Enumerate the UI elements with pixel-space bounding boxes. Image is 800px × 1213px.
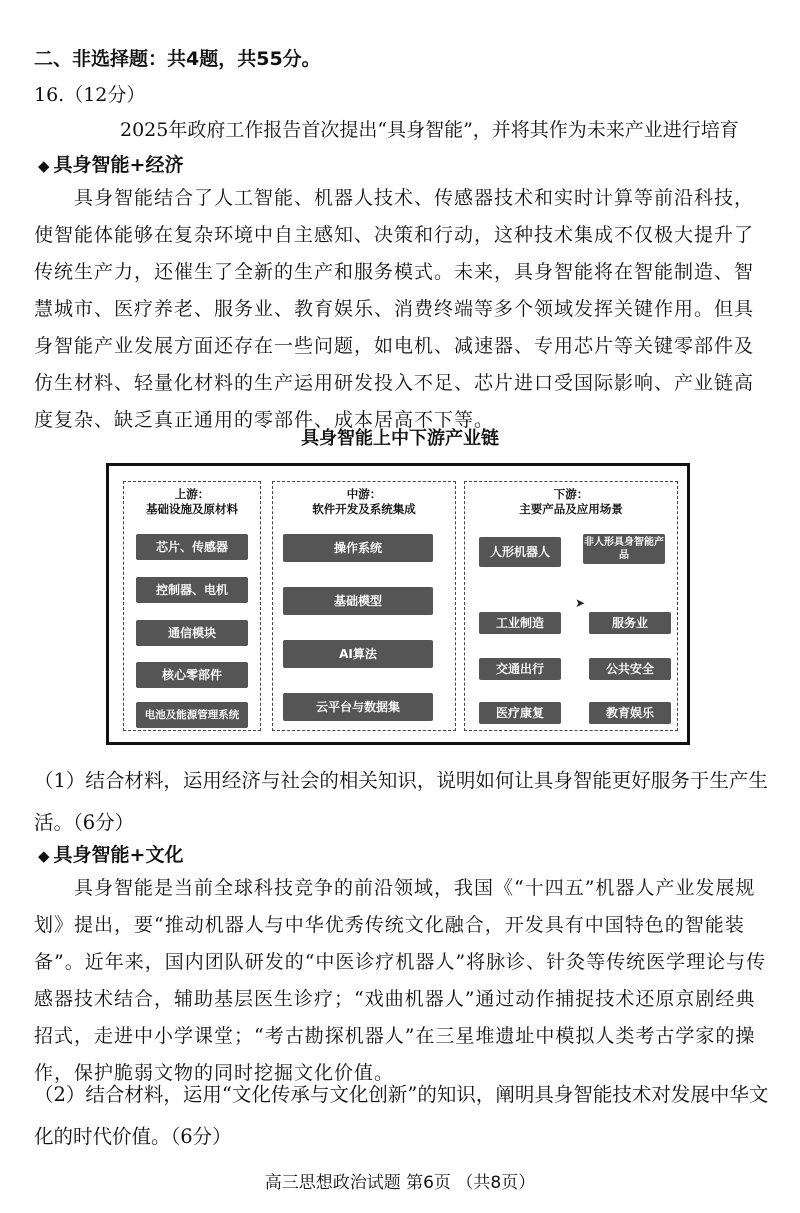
downstream-scene: 医疗康复 — [479, 702, 561, 724]
diagram-title: 具身智能上中下游产业链 — [301, 428, 499, 449]
midstream-column — [272, 481, 456, 731]
government-report-line: 2025年政府工作报告首次提出“具身智能”，并将其作为未来产业进行培育 — [120, 119, 739, 141]
diamond-bullet-icon: ◆ — [38, 157, 50, 175]
downstream-product: 人形机器人 — [479, 537, 561, 567]
upstream-heading — [124, 487, 260, 517]
downstream-scene: 工业制造 — [479, 612, 561, 634]
midstream-item: AI算法 — [283, 640, 433, 668]
culture-heading-text: 具身智能+文化 — [53, 844, 184, 866]
midstream-heading — [273, 487, 455, 517]
upstream-item: 核心零部件 — [136, 662, 248, 688]
downstream-product: 非人形具身智能产品 — [583, 534, 665, 564]
upstream-item: 芯片、传感器 — [136, 534, 248, 560]
question-number: 16.（12分） — [34, 84, 146, 106]
midstream-item: 云平台与数据集 — [283, 693, 433, 721]
culture-paragraph — [34, 870, 770, 1092]
upstream-heading-line1: 上游： — [174, 487, 210, 501]
culture-paragraph-text: 具身智能是当前全球科技竞争的前沿领域，我国《“十四五”机器人产业发展规划》提出，要“推动机器人与中华优秀传统文化融合，开发具有中国特色的智能装备”。近年来，国内团队研发的“中医诊疗机器人”将脉诊、针灸等传统医学理论与传感器技术结合，辅助基层医生诊疗；“戏曲机器人”通过动作捕捉技术还原京剧经典招式，走进中小学课堂；“考古勘探机器人”在三星堆遗址中模拟人类考古学家的操作，保护脆弱文物的同时挖掘文化价值。 — [34, 877, 767, 1084]
downstream-scene: 服务业 — [589, 612, 671, 634]
midstream-item: 基础模型 — [283, 587, 433, 615]
upstream-column — [123, 481, 261, 731]
economy-paragraph-text: 具身智能结合了人工智能、机器人技术、传感器技术和实时计算等前沿科技，使智能体能够在复杂环境中自主感知、决策和行动，这种技术集成不仅极大提升了传统生产力，还催生了全新的生产和服务模式。未来，具身智能将在智能制造、智慧城市、医疗养老、服务业、教育娱乐、消费终端等多个领域发挥关键作用。但具身智能产业发展方面还存在一些问题，如电机、减速器、专用芯片等关键零部件及仿生材料、轻量化材料的生产运用研发投入不足、芯片进口受国际影响、产业链高度复杂、缺乏真正通用的零部件、成本居高不下等。 — [34, 187, 755, 431]
downstream-heading — [465, 487, 677, 517]
downstream-scene: 教育娱乐 — [589, 702, 671, 724]
upstream-item: 通信模块 — [136, 620, 248, 646]
upstream-item: 控制器、电机 — [136, 577, 248, 603]
economy-heading-text: 具身智能+经济 — [53, 154, 184, 176]
industry-chain-diagram — [106, 463, 690, 745]
cursor-mark-icon: ➤ — [575, 596, 586, 610]
diamond-bullet-icon: ◆ — [38, 847, 50, 865]
culture-heading — [38, 840, 183, 867]
sub-question-1: （1）结合材料，运用经济与社会的相关知识，说明如何让具身智能更好服务于生产生活。（6分） — [34, 769, 768, 834]
upstream-item: 电池及能源管理系统 — [136, 702, 248, 728]
section-header: 二、非选择题：共4题，共55分。 — [34, 48, 321, 70]
sub-question-2: （2）结合材料，运用“文化传承与文化创新”的知识，阐明具身智能技术对发展中华文化的时代价值。（6分） — [34, 1083, 769, 1148]
downstream-scene: 交通出行 — [479, 658, 561, 680]
upstream-heading-line2: 基础设施及原材料 — [146, 502, 238, 516]
page-footer: 高三思想政治试题 第6页 （共8页） — [264, 1173, 536, 1193]
economy-paragraph — [34, 180, 770, 439]
downstream-heading-line2: 主要产品及应用场景 — [519, 502, 623, 516]
midstream-item: 操作系统 — [283, 534, 433, 562]
downstream-column — [464, 481, 678, 731]
downstream-scene: 公共安全 — [589, 658, 671, 680]
midstream-heading-line2: 软件开发及系统集成 — [312, 502, 416, 516]
downstream-heading-line1: 下游： — [553, 487, 589, 501]
midstream-heading-line1: 中游： — [346, 487, 382, 501]
economy-heading — [38, 150, 183, 177]
